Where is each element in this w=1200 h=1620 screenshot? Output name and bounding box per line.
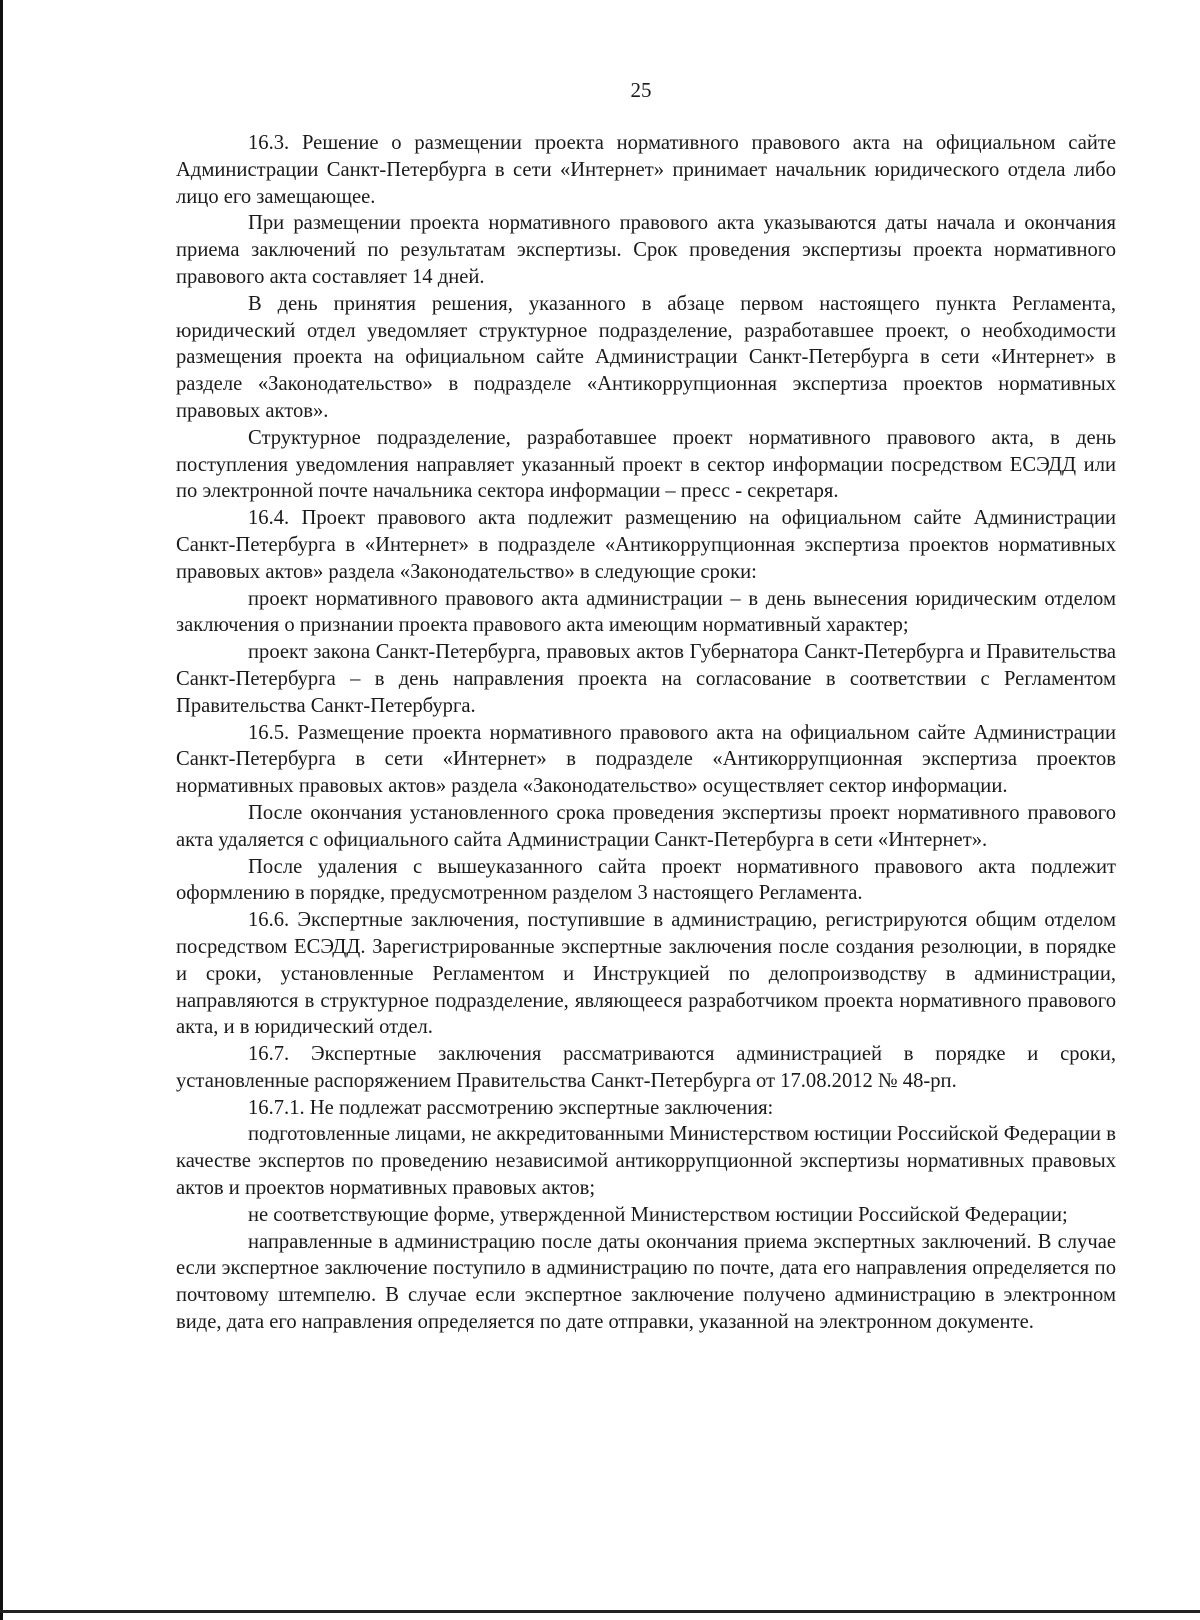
paragraph-16-3: 16.3. Решение о размещении проекта нормативного правового акта на официальном сайте Администрации Санкт-Петербурга в сети «Интернет» принимает начальник юридического отдела либо лицо его замещающее. xyxy=(176,132,1116,208)
paragraph-16-7-1: 16.7.1. Не подлежат рассмотрению экспертные заключения: xyxy=(248,1096,774,1119)
paragraph-wrong-form: не соответствующие форме, утвержденной Министерством юстиции Российской Федерации; xyxy=(248,1203,1068,1226)
page-number: 25 xyxy=(630,78,652,102)
paragraph-after-removal: После удаления с вышеуказанного сайта проект нормативного правового акта подлежит оформлению в порядке, предусмотренном разделом 3 настоящего Регламента. xyxy=(176,855,1116,905)
paragraph-removal: После окончания установленного срока проведения экспертизы проект нормативного правового акта удаляется с официального сайта Администрации Санкт-Петербурга в сети «Интернет». xyxy=(176,801,1116,851)
scan-border-left xyxy=(0,0,3,1620)
paragraph-16-6: 16.6. Экспертные заключения, поступившие в администрацию, регистрируются общим отделом посредством ЕСЭДД. Зарегистрированные экспертные заключения после создания резолюции, в порядке и сроки, установленные Регламентом и Инструкцией по делопроизводству в администрации, направляются в структурное подразделение, являющееся разработчиком проекта нормативного правового акта, и в юридический отдел. xyxy=(176,909,1116,1039)
paragraph-16-4: 16.4. Проект правового акта подлежит размещению на официальном сайте Администрации Санкт-Петербурга в «Интернет» в подразделе «Антикоррупционная экспертиза проектов нормативных правовых актов» раздела «Законодательство» в следующие сроки: xyxy=(176,507,1116,583)
document-body xyxy=(176,130,1116,1336)
paragraph-posting-dates: При размещении проекта нормативного правового акта указываются даты начала и окончания приема заключений по результатам экспертизы. Срок проведения экспертизы проекта нормативного правового акта составляет 14 дней. xyxy=(176,212,1116,288)
paragraph-late-submission: направленные в администрацию после даты окончания приема экспертных заключений. В случае если экспертное заключение поступило в администрацию по почте, дата его направления определяется по почтовому штемпелю. В случае если экспертное заключение получено администрацию в электронном виде, дата его направления определяется по дате отправки, указанной на электронном документе. xyxy=(176,1230,1116,1334)
paragraph-law-draft-term: проект закона Санкт-Петербурга, правовых актов Губернатора Санкт-Петербурга и Правительства Санкт-Петербурга – в день направления проекта на согласование в соответствии с Регламентом Правительства Санкт-Петербурга. xyxy=(176,641,1116,717)
paragraph-structural-unit: Структурное подразделение, разработавшее проект нормативного правового акта, в день поступления уведомления направляет указанный проект в сектор информации посредством ЕСЭДД или по электронной почте начальника сектора информации – пресс - секретаря. xyxy=(176,426,1116,503)
paragraph-16-5: 16.5. Размещение проекта нормативного правового акта на официальном сайте Администрации Санкт-Петербурга в сети «Интернет» в подразделе «Антикоррупционная экспертиза проектов нормативных правовых актов» раздела «Законодательство» осуществляет сектор информации. xyxy=(176,721,1116,798)
paragraph-admin-act-term: проект нормативного правового акта администрации – в день вынесения юридическим отделом заключения о признании проекта правового акта имеющим нормативный характер; xyxy=(176,587,1116,637)
paragraph-legal-notice: В день принятия решения, указанного в абзаце первом настоящего пункта Регламента, юридический отдел уведомляет структурное подразделение, разработавшее проект, о необходимости размещения проекта на официальном сайте Администрации Санкт-Петербурга в сети «Интернет» в разделе «Законодательство» в подразделе «Антикоррупционная экспертиза проектов нормативных правовых актов». xyxy=(176,292,1116,422)
paragraph-not-accredited: подготовленные лицами, не аккредитованными Министерством юстиции Российской Федерации в качестве экспертов по проведению независимой антикоррупционной экспертизы нормативных правовых актов и проектов нормативных правовых актов; xyxy=(176,1123,1116,1200)
paragraph-16-7: 16.7. Экспертные заключения рассматриваются администрацией в порядке и сроки, установленные распоряжением Правительства Санкт-Петербурга от 17.08.2012 № 48-рп. xyxy=(176,1043,1116,1092)
scan-border-bottom xyxy=(0,1610,1200,1613)
